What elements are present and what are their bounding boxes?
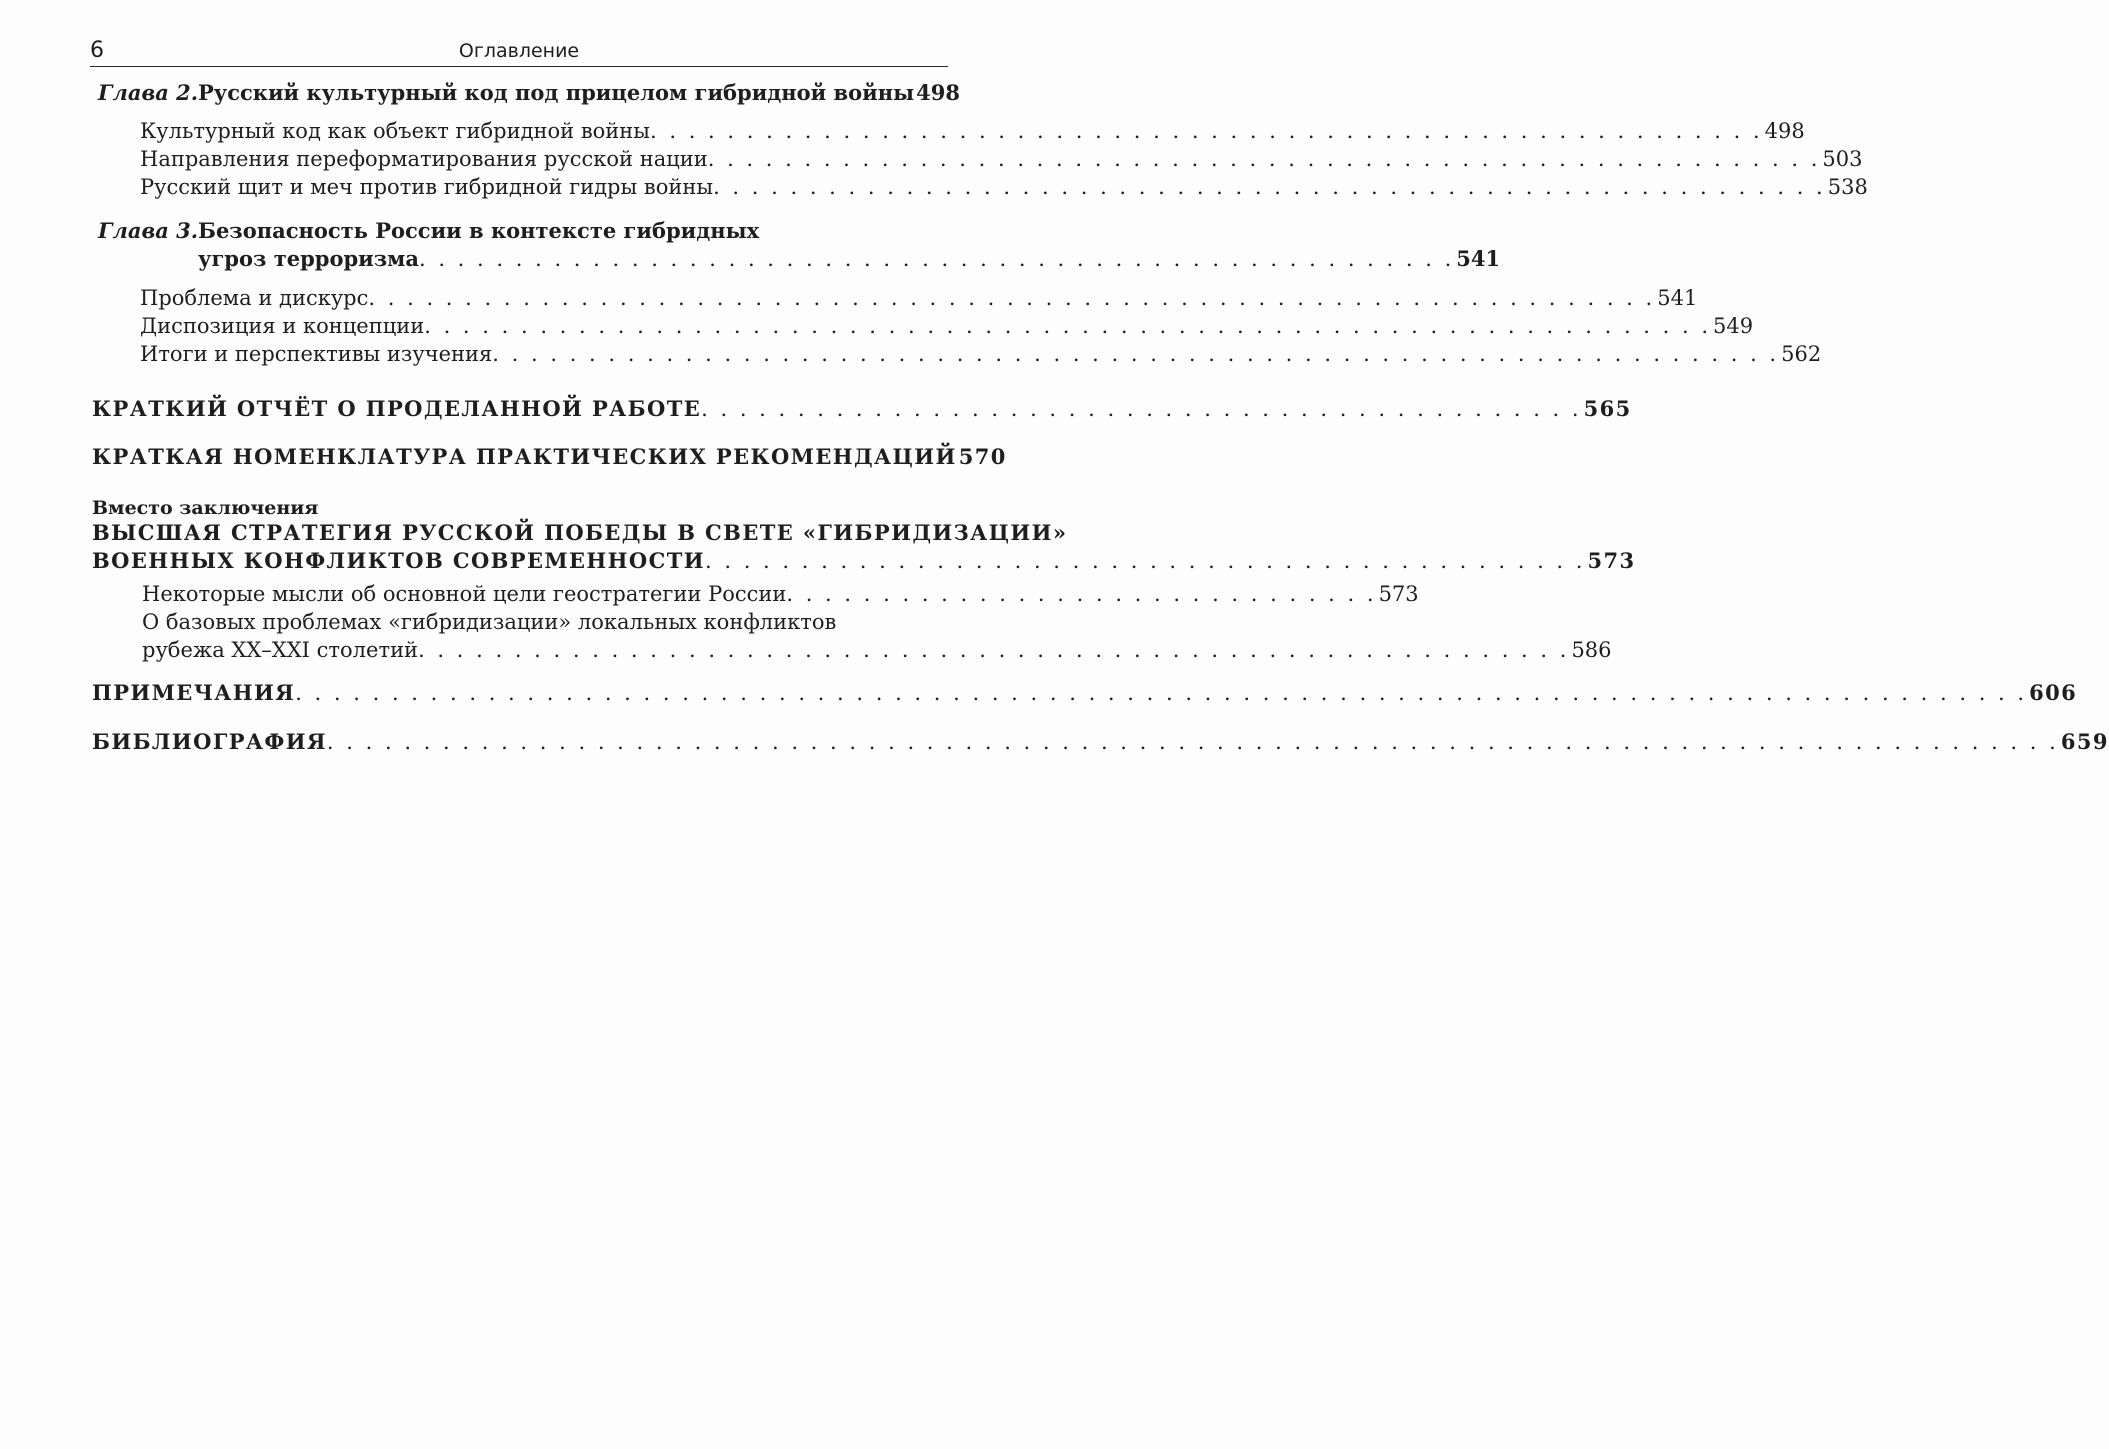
toc-section[interactable] bbox=[140, 147, 1863, 171]
entry-label: Вместо заключения bbox=[92, 497, 319, 519]
toc-section[interactable] bbox=[140, 175, 1868, 199]
entry-title: БИБЛИОГРАФИЯ bbox=[92, 729, 327, 754]
chapter-label: Глава 3. bbox=[98, 218, 199, 243]
running-header bbox=[90, 34, 948, 67]
section-title: Направления переформатирования русской нации bbox=[140, 147, 708, 171]
page-number: 6 bbox=[90, 38, 104, 63]
entry-title: ВЫСШАЯ СТРАТЕГИЯ РУССКОЙ ПОБЕДЫ В СВЕТЕ «ГИБРИДИЗАЦИИ» bbox=[92, 520, 1068, 545]
page-ref: 570 bbox=[958, 444, 1007, 469]
dot-leader: . . . . . . . . . . . . . . . . . . . . . . . . . . . . . . . . . . . . . . . . . . . . . . bbox=[701, 397, 1582, 421]
toc-section-cont[interactable] bbox=[142, 638, 1612, 662]
page-ref: 549 bbox=[1713, 314, 1754, 338]
page-ref: 498 bbox=[916, 80, 960, 105]
section-title: Диспозиция и концепции bbox=[140, 314, 425, 338]
entry-title: КРАТКИЙ ОТЧЁТ О ПРОДЕЛАННОЙ РАБОТЕ bbox=[92, 396, 702, 421]
toc-conclusion-cont[interactable] bbox=[92, 548, 1636, 573]
dot-leader: . . . . . . . . . . . . . . . . . . . . . . . . . . . . . . . . . . . . . . . . . . . . . . . . . . . . . . . . . . bbox=[707, 147, 1821, 171]
toc-section[interactable] bbox=[140, 119, 1805, 143]
dot-leader: . . . . . . . . . . . . . . . . . . . . . . . . . . . . . . . . . . . . . . . . . . . . . . . . . . . . . . bbox=[418, 247, 1455, 271]
page-ref: 541 bbox=[1456, 246, 1501, 271]
toc-notes[interactable] bbox=[92, 680, 2078, 705]
section-title: Проблема и дискурс bbox=[140, 286, 369, 310]
toc-report[interactable] bbox=[92, 396, 1632, 421]
page-ref: 659 bbox=[2060, 729, 2109, 754]
section-title: Русский щит и меч против гибридной гидры войны bbox=[140, 175, 714, 199]
toc-chapter-3-cont[interactable] bbox=[198, 246, 1501, 271]
toc-section[interactable] bbox=[142, 582, 1419, 606]
section-title: Культурный код как объект гибридной войны bbox=[140, 119, 650, 143]
dot-leader: . . . . . . . . . . . . . . . . . . . . . . . . . . . . . . . . . . . . . . . . . . . . . . bbox=[705, 549, 1586, 573]
toc-bibliography[interactable] bbox=[92, 729, 2109, 754]
toc-nomenclature[interactable] bbox=[92, 444, 1007, 469]
page-ref: 573 bbox=[1587, 548, 1636, 573]
page-ref: 573 bbox=[1378, 582, 1419, 606]
page-ref: 541 bbox=[1657, 286, 1698, 310]
running-title: Оглавление bbox=[458, 40, 580, 62]
dot-leader: . . . . . . . . . . . . . . . . . . . . . . . . . . . . . . . . . . . . . . . . . . . . . . . . . . . . . . . . . . . . . . . . . . . bbox=[368, 286, 1656, 310]
section-title: Некоторые мысли об основной цели геостратегии России bbox=[142, 582, 787, 606]
chapter-title: Безопасность России в контексте гибридных bbox=[198, 218, 760, 243]
page-ref: 498 bbox=[1764, 119, 1805, 143]
toc-section[interactable] bbox=[140, 314, 1754, 338]
toc-chapter-3[interactable] bbox=[98, 218, 946, 243]
toc-section[interactable] bbox=[140, 286, 1698, 310]
entry-title-cont: ВОЕННЫХ КОНФЛИКТОВ СОВРЕМЕННОСТИ bbox=[92, 548, 705, 573]
entry-title: ПРИМЕЧАНИЯ bbox=[92, 680, 296, 705]
entry-title: КРАТКАЯ НОМЕНКЛАТУРА ПРАКТИЧЕСКИХ РЕКОМЕНДАЦИЙ bbox=[92, 444, 957, 469]
dot-leader: . . . . . . . . . . . . . . . . . . . . . . . . . . . . . . . . . . . . . . . . . . . . . . . . . . . . . . . . . . bbox=[713, 175, 1826, 199]
dot-leader: . . . . . . . . . . . . . . . . . . . . . . . . . . . . . . . . . . . . . . . . . . . . . . . . . . . . . . . . . . . . . . . . . . . . . . . . . . . . . . . . . . . . . . . . . . bbox=[295, 681, 2028, 705]
page-ref: 562 bbox=[1781, 342, 1822, 366]
section-title: Итоги и перспективы изучения bbox=[140, 342, 493, 366]
page-ref: 586 bbox=[1571, 638, 1612, 662]
chapter-title: Русский культурный код под прицелом гибридной войны bbox=[198, 80, 915, 105]
toc-section[interactable] bbox=[140, 342, 1822, 366]
dot-leader: . . . . . . . . . . . . . . . . . . . . . . . . . . . . . . . . . . . . . . . . . . . . . . . . . . . . . . . . . . . . . . . . . . . . . . . . . . . . . . . . . . . . . . . . . . bbox=[326, 730, 2059, 754]
toc-section[interactable] bbox=[142, 610, 948, 634]
toc-conclusion[interactable] bbox=[92, 520, 1068, 545]
dot-leader: . . . . . . . . . . . . . . . . . . . . . . . . . . . . . . . . . . . . . . . . . . . . . . . . . . . . . . . . . . bbox=[650, 119, 1763, 143]
chapter-title-cont: угроз терроризма bbox=[198, 246, 419, 271]
page-ref: 503 bbox=[1822, 147, 1863, 171]
page-ref: 538 bbox=[1827, 175, 1868, 199]
chapter-label: Глава 2. bbox=[98, 80, 199, 105]
section-title: О базовых проблемах «гибридизации» локальных конфликтов bbox=[142, 610, 837, 634]
page-ref: 606 bbox=[2029, 680, 2078, 705]
dot-leader: . . . . . . . . . . . . . . . . . . . . . . . . . . . . . . . . . . . . . . . . . . . . . . . . . . . . . . . . . . . . bbox=[418, 638, 1570, 662]
dot-leader: . . . . . . . . . . . . . . . . . . . . . . . . . . . . . . . bbox=[786, 582, 1377, 606]
toc-chapter-2[interactable] bbox=[98, 80, 960, 105]
dot-leader: . . . . . . . . . . . . . . . . . . . . . . . . . . . . . . . . . . . . . . . . . . . . . . . . . . . . . . . . . . . . . . . . . . . bbox=[424, 314, 1712, 338]
section-title-cont: рубежа XX–XXI столетий bbox=[142, 638, 419, 662]
toc-conclusion-label bbox=[92, 497, 318, 519]
page-ref: 565 bbox=[1583, 396, 1632, 421]
dot-leader: . . . . . . . . . . . . . . . . . . . . . . . . . . . . . . . . . . . . . . . . . . . . . . . . . . . . . . . . . . . . . . . . . . . bbox=[492, 342, 1780, 366]
